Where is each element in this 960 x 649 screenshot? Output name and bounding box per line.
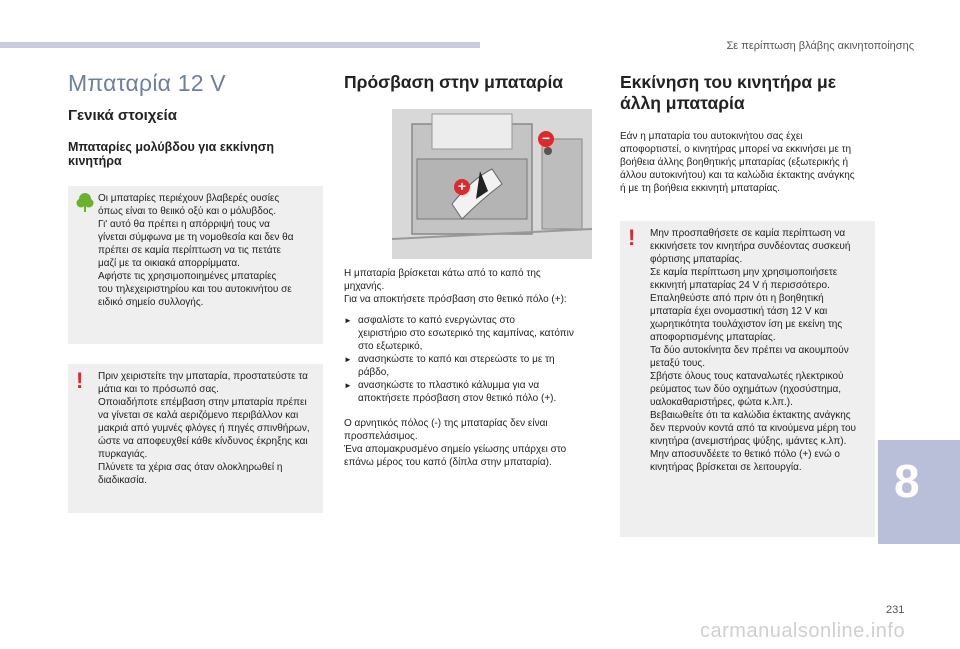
access-step: ► ασφαλίστε το καπό ενεργώντας στο χειριστήριο στο εσωτερικό της καμπίνας, κατόπιν στο εξωτερικό,: [344, 315, 574, 352]
access-intro: Η μπαταρία βρίσκεται κάτω από το καπό της μηχανής. Για να αποκτήσετε πρόσβαση στο θετικό πόλο (+):: [344, 268, 567, 305]
battery-photo: [392, 109, 592, 259]
column-access: [344, 66, 599, 477]
eco-tree-icon: [76, 192, 94, 214]
battery-illustration: [392, 109, 592, 259]
access-title: Πρόσβαση στην μπαταρία: [344, 72, 564, 92]
section-title: Γενικά στοιχεία: [68, 107, 177, 124]
warning-icon: !: [76, 368, 84, 393]
chapter-number: 8: [894, 455, 920, 507]
warning-icon: !: [628, 225, 636, 250]
column-general: [68, 66, 323, 533]
jumpstart-intro: Εάν η μπαταρία του αυτοκινήτου σας έχει αποφορτιστεί, ο κινητήρας μπορεί να εκκινήσει με τη βοήθεια άλλης βοηθητικής μπαταρίας (εξωτερικής ή άλλου αυτοκινήτου) και τα καλώδια έκτακτης ανάγκης ή με τη βοήθεια εκκινητή μπαταρίας.: [620, 131, 855, 194]
page-number: 231: [886, 604, 905, 616]
eco-info-text: Οι μπαταρίες περιέχουν βλαβερές ουσίες όπως είναι το θειικό οξύ και ο μόλυβδος. Γι' αυτό θα πρέπει η απόρριψή τους να γίνεται σύμφωνα με τη νομοθεσία και δεν θα πρέπει σε καμία περίπτωση να τις πετάτε μαζί με τα οικιακά απορρίμματα. Αφήστε τις χρησιμοποιημένες μπαταρίες του τηλεχειριστηρίου και του αυτοκινήτου σε ειδικό σημείο συλλογής.: [98, 193, 294, 308]
ground-note: Ο αρνητικός πόλος (-) της μπαταρίας δεν είναι προσπελάσιμος. Ένα απομακρυσμένο σημείο γείωσης υπάρχει στο επάνω μέρος του καπό (δίπλα στην μπαταρία).: [344, 418, 567, 468]
jumpstart-warning-text: Μην προσπαθήσετε σε καμία περίπτωση να εκκινήσετε τον κινητήρα συνδέοντας συσκευή φόρτισης μπαταρίας. Σε καμία περίπτωση μην χρησιμοποιήσετε εκκινητή μπαταρίας 24 V ή περισσότερο. Επαληθεύστε από πριν ότι η βοηθητική μπαταρία έχει ονομαστική τάση 12 V και χωρητικότητα τουλάχιστον ίση με εκείνη της αποφορτισμένης μπαταρίας. Τα δύο αυτοκίνητα δεν πρέπει να ακουμπούν μεταξύ τους. Σβήστε όλους τους καταναλωτές ηλεκτρικού ρεύματος των δύο οχημάτων (ηχοσύστημα, υαλοκαθαριστήρες, φώτα κ.λπ.). Βεβαιωθείτε ότι τα καλώδια έκτακτης ανάγκης δεν περνούν κοντά από τα κινούμενα μέρη του κινητήρα (ανεμιστήρας ψύξης, ιμάντες κ.λπ). Μην αποσυνδέετε το θετικό πόλο (+) ενώ ο κινητήρας βρίσκεται σε λειτουργία.: [650, 228, 856, 473]
access-steps: [344, 314, 599, 405]
page-title: Μπαταρία 12 V: [68, 70, 226, 96]
positive-terminal-marker: +: [454, 179, 470, 195]
watermark: carmanualsonline.info: [700, 620, 906, 642]
bullet-arrow-icon: ►: [344, 355, 352, 364]
eco-info-box: [68, 186, 323, 344]
column-jumpstart: [620, 66, 875, 557]
header-bar: [0, 42, 480, 48]
access-step: ► ανασηκώστε το πλαστικό κάλυμμα για να αποκτήσετε πρόσβαση στον θετικό πόλο (+).: [344, 380, 557, 404]
warning-text: Πριν χειριστείτε την μπαταρία, προστατεύστε τα μάτια και το πρόσωπό σας. Οποιαδήποτε επέμβαση στην μπαταρία πρέπει να γίνεται σε καλά αεριζόμενο περιβάλλον και μακριά από γυμνές φλόγες ή πηγές σπινθήρων, ώστε να αποφευχθεί κάθε κίνδυνος έκρηξης και πυρκαγιάς. Πλύνετε τα χέρια σας όταν ολοκληρωθεί η διαδικασία.: [98, 371, 310, 486]
access-step: ► ανασηκώστε το καπό και στερεώστε το με τη ράβδο,: [344, 354, 555, 378]
running-title: Σε περίπτωση βλάβης ακινητοποίησης: [726, 40, 914, 52]
warning-box: [68, 364, 323, 513]
bullet-arrow-icon: ►: [344, 316, 352, 325]
bullet-arrow-icon: ►: [344, 381, 352, 390]
jumpstart-warning-box: [620, 221, 875, 537]
jumpstart-title: Εκκίνηση του κινητήρα με άλλη μπαταρία: [620, 72, 837, 113]
subsection-title: Μπαταρίες μολύβδου για εκκίνηση κινητήρα: [68, 140, 274, 168]
negative-ground-marker: −: [538, 131, 554, 147]
